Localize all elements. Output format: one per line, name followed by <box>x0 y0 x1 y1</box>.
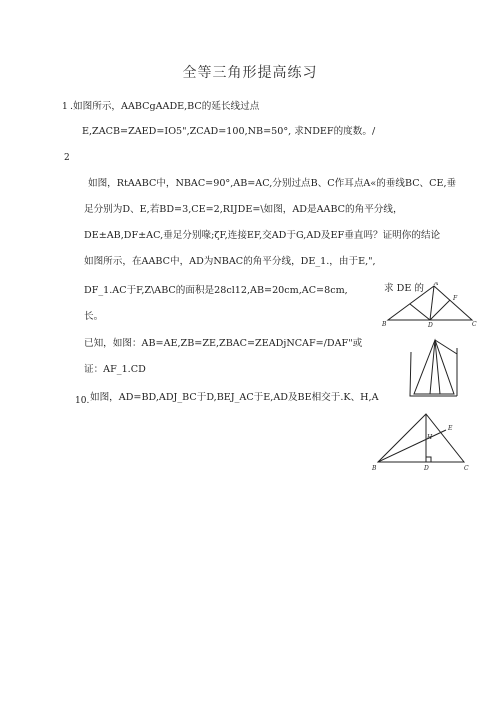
problem-2-line-5: DF_1.AC于F,Z\ABC的面积是28cl12,AB=20cm,AC=8cm, <box>84 285 348 296</box>
fig3-label-c: C <box>464 465 469 472</box>
problem-2-line-1: 如图，RtAABC中，NBAC=90°,AB=AC,分别过点B、C作耳点A«的垂线BC、CE,垂 <box>88 178 457 189</box>
page-title: 全等三角形提高练习 <box>182 65 318 81</box>
fig1-label-a: A <box>434 282 439 287</box>
problem-2-line-3: DE±AB,DF±AC,垂足分别喙;ζF,连接EF,交AD于G,AD及EF垂直吗？证明你的结论 <box>84 230 441 241</box>
fig3-label-h: H <box>427 434 433 441</box>
fig1-label-d: D <box>428 322 433 329</box>
fig1-perp-de <box>410 304 430 320</box>
fig3-label-b: B <box>372 465 377 472</box>
fig3-label-e: E <box>448 425 453 432</box>
problem-1-line-1: .如图所示，AABCgAADE,BC的延长线过点 <box>70 101 260 112</box>
problem-10-number: 10. <box>75 396 90 406</box>
fig1-triangle <box>388 286 472 320</box>
problem-1-line-2: E,ZACB=ZAED=IO5",ZCAD=100,NB=50°, 求NDEF的度数。/ <box>82 126 376 137</box>
fig3-right-angle-mark <box>426 457 431 462</box>
problem-2-line-4: 如图所示，在AABC中，AD为NBAC的角平分线，DE_1.，由于E,", <box>84 256 376 267</box>
problem-2-line-7: 已知，如图：AB=AE,ZB=ZE,ZBAC=ZEADjNCAF=/DAF"或 <box>84 338 363 349</box>
figure-altitudes <box>368 408 476 474</box>
problem-2-number: 2 <box>64 153 70 163</box>
fig1-label-f: F <box>453 295 458 302</box>
problem-2-line-8: 证：AF_1.CD <box>84 364 146 375</box>
fig3-altitude-be <box>378 430 446 462</box>
fig1-bisector <box>430 286 434 320</box>
problem-2-line-2: 足分别为D、E,若BD=3,CE=2,RIJDE=\如图，AD是AABC的角平分线， <box>84 204 403 215</box>
fig1-label-c: C <box>472 321 477 328</box>
problem-2-line-5-tail: 求 DE 的 <box>384 283 424 294</box>
problem-10-line-1: 如图，AD=BD,ADJ_BC于D,BEJ_AC于E,AD及BE相交于.K、H,A <box>90 392 379 403</box>
fig2-line-1 <box>430 340 435 394</box>
fig3-triangle <box>378 414 464 462</box>
figure-triangle-bisector <box>380 282 480 330</box>
problem-1-number: 1 <box>62 102 68 112</box>
fig3-label-d: D <box>424 465 429 472</box>
problem-2-line-6: 长。 <box>84 311 104 322</box>
figure-quadrilateral <box>402 338 472 400</box>
fig1-label-b: B <box>382 321 387 328</box>
fig1-perp-df <box>430 300 450 320</box>
fig2-line-3 <box>435 340 457 354</box>
